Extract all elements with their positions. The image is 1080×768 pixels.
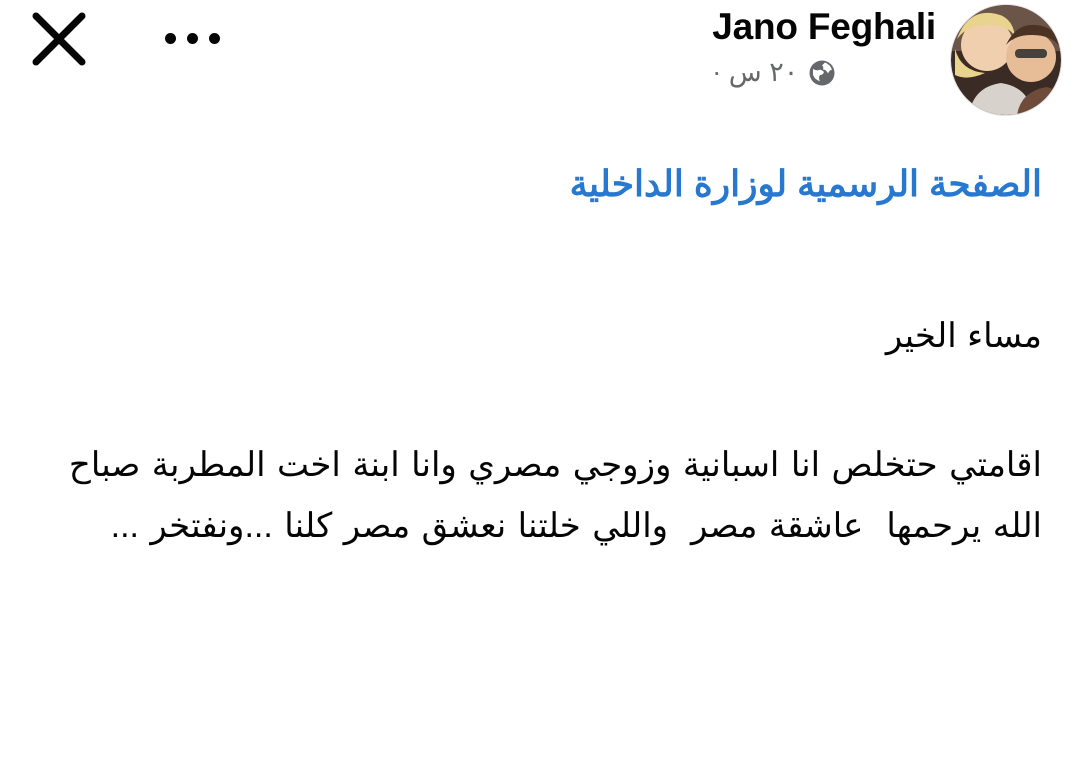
post-timestamp: ٢٠ س · [712, 57, 799, 88]
author-block[interactable] [712, 4, 1062, 116]
globe-icon [808, 59, 836, 87]
post-greeting: مساء الخير [885, 317, 1042, 355]
author-name[interactable]: Jano Feghali [712, 6, 936, 47]
more-options-icon[interactable] [152, 10, 232, 66]
post-body [0, 157, 1080, 557]
author-text [712, 4, 936, 87]
post-message: اقامتي حتخلص انا اسبانية وزوجي مصري وانا ابنة اخت المطربة صباح الله يرحمها عاشقة مصر واللي خلتنا نعشق مصر كلنا ...ونفتخر ... [57, 446, 1042, 545]
close-icon[interactable] [26, 6, 92, 72]
post-meta [712, 59, 836, 87]
post-header [0, 0, 1080, 135]
more-dots [165, 33, 220, 44]
page-link[interactable]: الصفحة الرسمية لوزارة الداخلية [569, 163, 1042, 204]
avatar[interactable] [950, 4, 1062, 116]
